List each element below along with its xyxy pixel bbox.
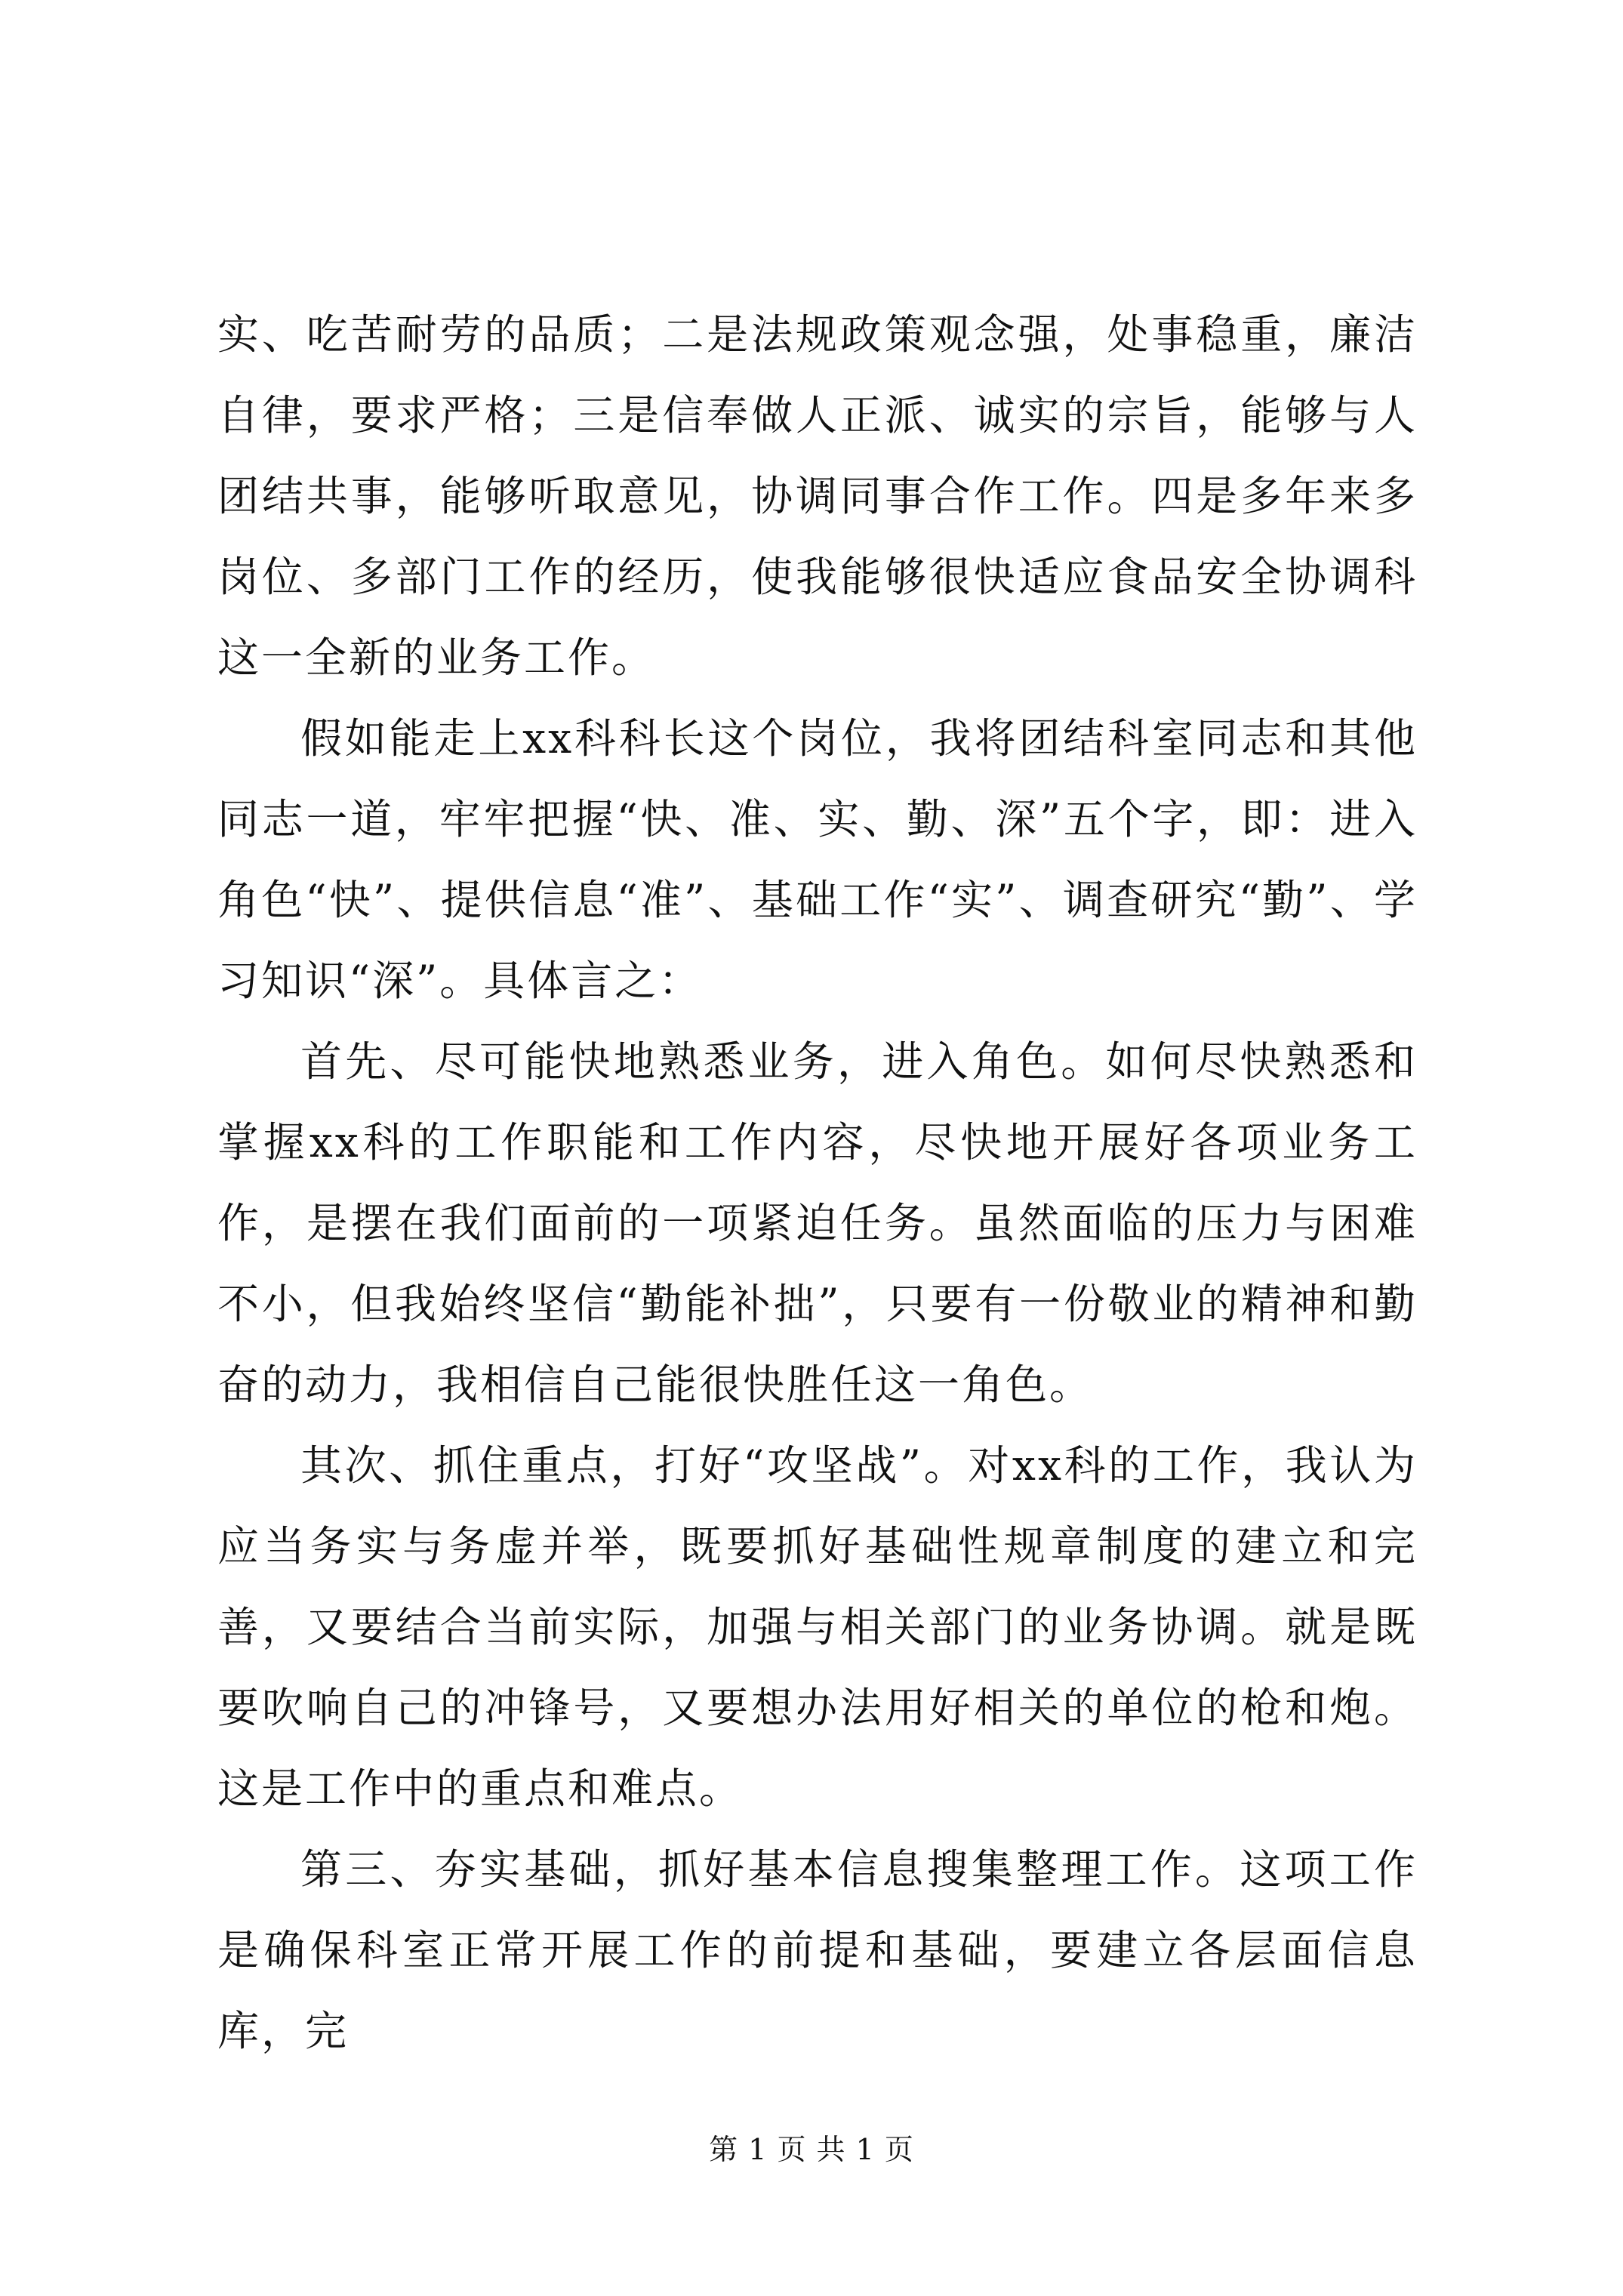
document-body [217, 294, 1418, 2072]
page-number-label: 第 1 页 共 1 页 [709, 2133, 914, 2166]
paragraph-4: 其次、抓住重点，打好“攻坚战”。对xx科的工作，我认为应当务实与务虚并举，既要抓好基础性规章制度的建立和完善，又要结合当前实际，加强与相关部门的业务协调。就是既要吹响自己的冲锋号，又要想办法用好相关的单位的枪和炮。这是工作中的重点和难点。 [217, 1441, 1418, 1813]
page-footer [0, 2131, 1623, 2168]
paragraph-1: 实、吃苦耐劳的品质；二是法规政策观念强，处事稳重，廉洁自律，要求严格；三是信奉做人正派、诚实的宗旨，能够与人团结共事，能够听取意见，协调同事合作工作。四是多年来多岗位、多部门工作的经历，使我能够很快适应食品安全协调科这一全新的业务工作。 [217, 310, 1418, 682]
paragraph-3: 首先、尽可能快地熟悉业务，进入角色。如何尽快熟悉和掌握xx科的工作职能和工作内容，尽快地开展好各项业务工作，是摆在我们面前的一项紧迫任务。虽然面临的压力与困难不小，但我始终坚信“勤能补拙”，只要有一份敬业的精神和勤奋的动力，我相信自己能很快胜任这一角色。 [217, 1037, 1418, 1409]
paragraph-5: 第三、夯实基础，抓好基本信息搜集整理工作。这项工作是确保科室正常开展工作的前提和基础，要建立各层面信息库，完 [217, 1845, 1418, 2055]
paragraph-2: 假如能走上xx科科长这个岗位，我将团结科室同志和其他同志一道，牢牢把握“快、准、实、勤、深”五个字，即：进入角色“快”、提供信息“准”、基础工作“实”、调查研究“勤”、学习知识“深”。具体言之： [217, 714, 1418, 1005]
